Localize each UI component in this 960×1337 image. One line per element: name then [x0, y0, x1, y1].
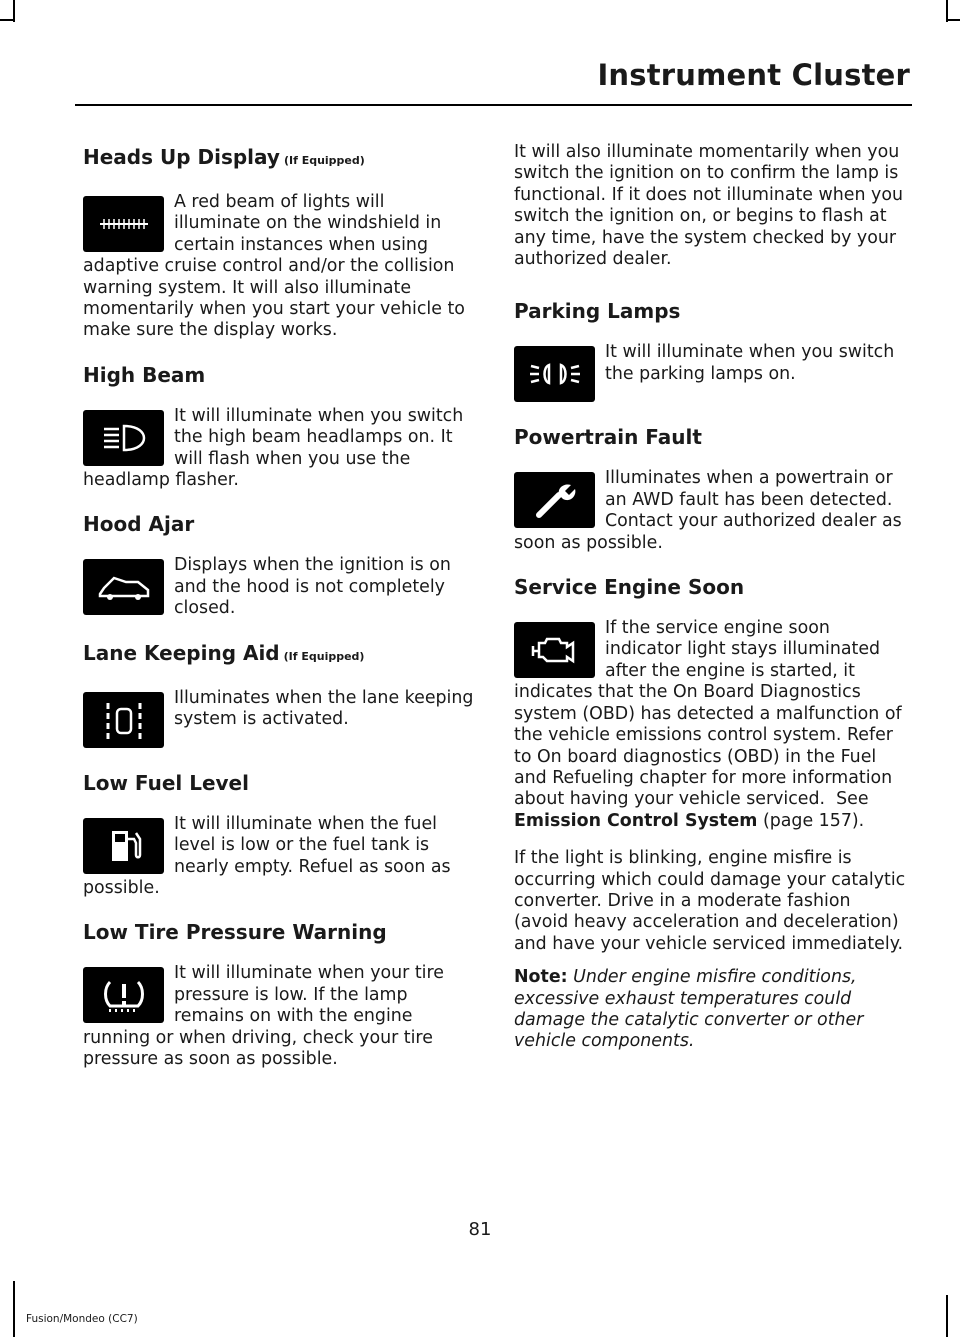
- hood-ajar-icon: [83, 559, 164, 615]
- misfire-text: If the light is blinking, engine misfire is occurring which could damage your catalytic converter. Drive in a moderate fashion (avoid heavy acceleration and deceleration) and have your vehicle serviced immediately.: [514, 848, 906, 954]
- crop-mark: [946, 19, 960, 21]
- note-paragraph: [514, 967, 906, 1053]
- check-engine-icon: [514, 622, 595, 678]
- crop-mark: [946, 1295, 948, 1337]
- note-label: Note:: [514, 967, 568, 988]
- fuel-pump-icon: [83, 818, 164, 874]
- section-title-text: Lane Keeping Aid: [83, 640, 280, 665]
- wrench-icon: [514, 472, 595, 528]
- section-text: Illuminates when the lane keeping system is activated.: [174, 687, 474, 730]
- page-ref: (page 157).: [762, 810, 865, 831]
- section-title: [83, 638, 475, 672]
- section-text: It will illuminate when you switch the parking lamps on.: [605, 342, 895, 384]
- right-column: [514, 142, 906, 1053]
- footer-model: Fusion/Mondeo (CC7): [26, 1313, 138, 1325]
- section-text: Displays when the ignition is on and the hood is not completely closed.: [174, 555, 451, 619]
- section-service-engine-soon: [514, 572, 906, 832]
- see-label: See: [836, 789, 869, 810]
- section-powertrain-fault: [514, 422, 906, 554]
- section-title: Service Engine Soon: [514, 575, 745, 600]
- section-heads-up-display: [83, 142, 475, 342]
- if-equipped-label: (If Equipped): [283, 154, 365, 167]
- section-title-text: Heads Up Display: [83, 145, 280, 169]
- section-title: High Beam: [83, 362, 206, 387]
- emission-control-link[interactable]: Emission Control System: [514, 810, 758, 831]
- section-text: Illuminates when a powertrain or an AWD fault has been detected. Contact your authorized dealer as soon as possible.: [514, 468, 902, 553]
- left-column: [83, 142, 475, 1088]
- engine-text: If the service engine soon indicator light stays illuminated after the engine is started, it indicates that the On Board Diagnostics system (OBD) has detected a malfunction of the vehicle emissions control system. Refer to On board diagnostics (OBD) in the Fuel and Refueling chapter for more information about having your vehicle serviced.: [514, 618, 902, 810]
- note-text: Under engine misfire conditions, excessive exhaust temperatures could damage the catalytic converter or other vehicle components.: [514, 967, 864, 1052]
- section-text: A red beam of lights will illuminate on the windshield in certain instances when using adaptive cruise control and/or the collision warning system. It will also illuminate momentarily when you start your vehicle to make sure the display works.: [83, 192, 465, 341]
- crop-mark: [0, 19, 15, 21]
- tire-pressure-icon: [83, 967, 164, 1023]
- section-low-tire-pressure: [83, 917, 475, 1070]
- lane-keeping-icon: [83, 692, 164, 748]
- section-hood-ajar: [83, 509, 475, 619]
- intro-text: It will also illuminate momentarily when you switch the ignition on to confirm the lamp is functional. If it does not illuminate when you switch the ignition on, or begins to flash at any time, have the system checked by your authorized dealer.: [514, 142, 903, 270]
- crop-mark: [13, 1281, 15, 1337]
- section-low-fuel-level: [83, 768, 475, 900]
- page-title: Instrument Cluster: [597, 58, 910, 92]
- header-rule: [75, 104, 912, 106]
- section-title: Hood Ajar: [83, 512, 195, 537]
- section-title: Parking Lamps: [514, 299, 681, 324]
- section-title: Low Fuel Level: [83, 770, 249, 795]
- high-beam-icon: [83, 410, 164, 466]
- section-title: Low Tire Pressure Warning: [83, 920, 387, 945]
- section-text: It will illuminate when your tire pressure is low. If the lamp remains on with the engine running or when driving, check your tire pressure as soon as possible.: [83, 963, 444, 1069]
- heads-up-display-icon: [83, 196, 164, 252]
- if-equipped-label: (If Equipped): [283, 649, 365, 663]
- section-title: Powertrain Fault: [514, 425, 702, 450]
- section-text: It will illuminate when you switch the high beam headlamps on. It will flash when you use the headlamp flasher.: [83, 405, 464, 491]
- page-number: 81: [468, 1219, 492, 1240]
- section-high-beam: [83, 360, 475, 492]
- section-title: [83, 142, 475, 176]
- section-lane-keeping-aid: [83, 638, 475, 750]
- section-text: It will illuminate when the fuel level is low or the fuel tank is nearly empty. Refuel as soon as possible.: [83, 813, 451, 898]
- section-parking-lamps: [514, 296, 906, 404]
- parking-lamps-icon: [514, 346, 595, 402]
